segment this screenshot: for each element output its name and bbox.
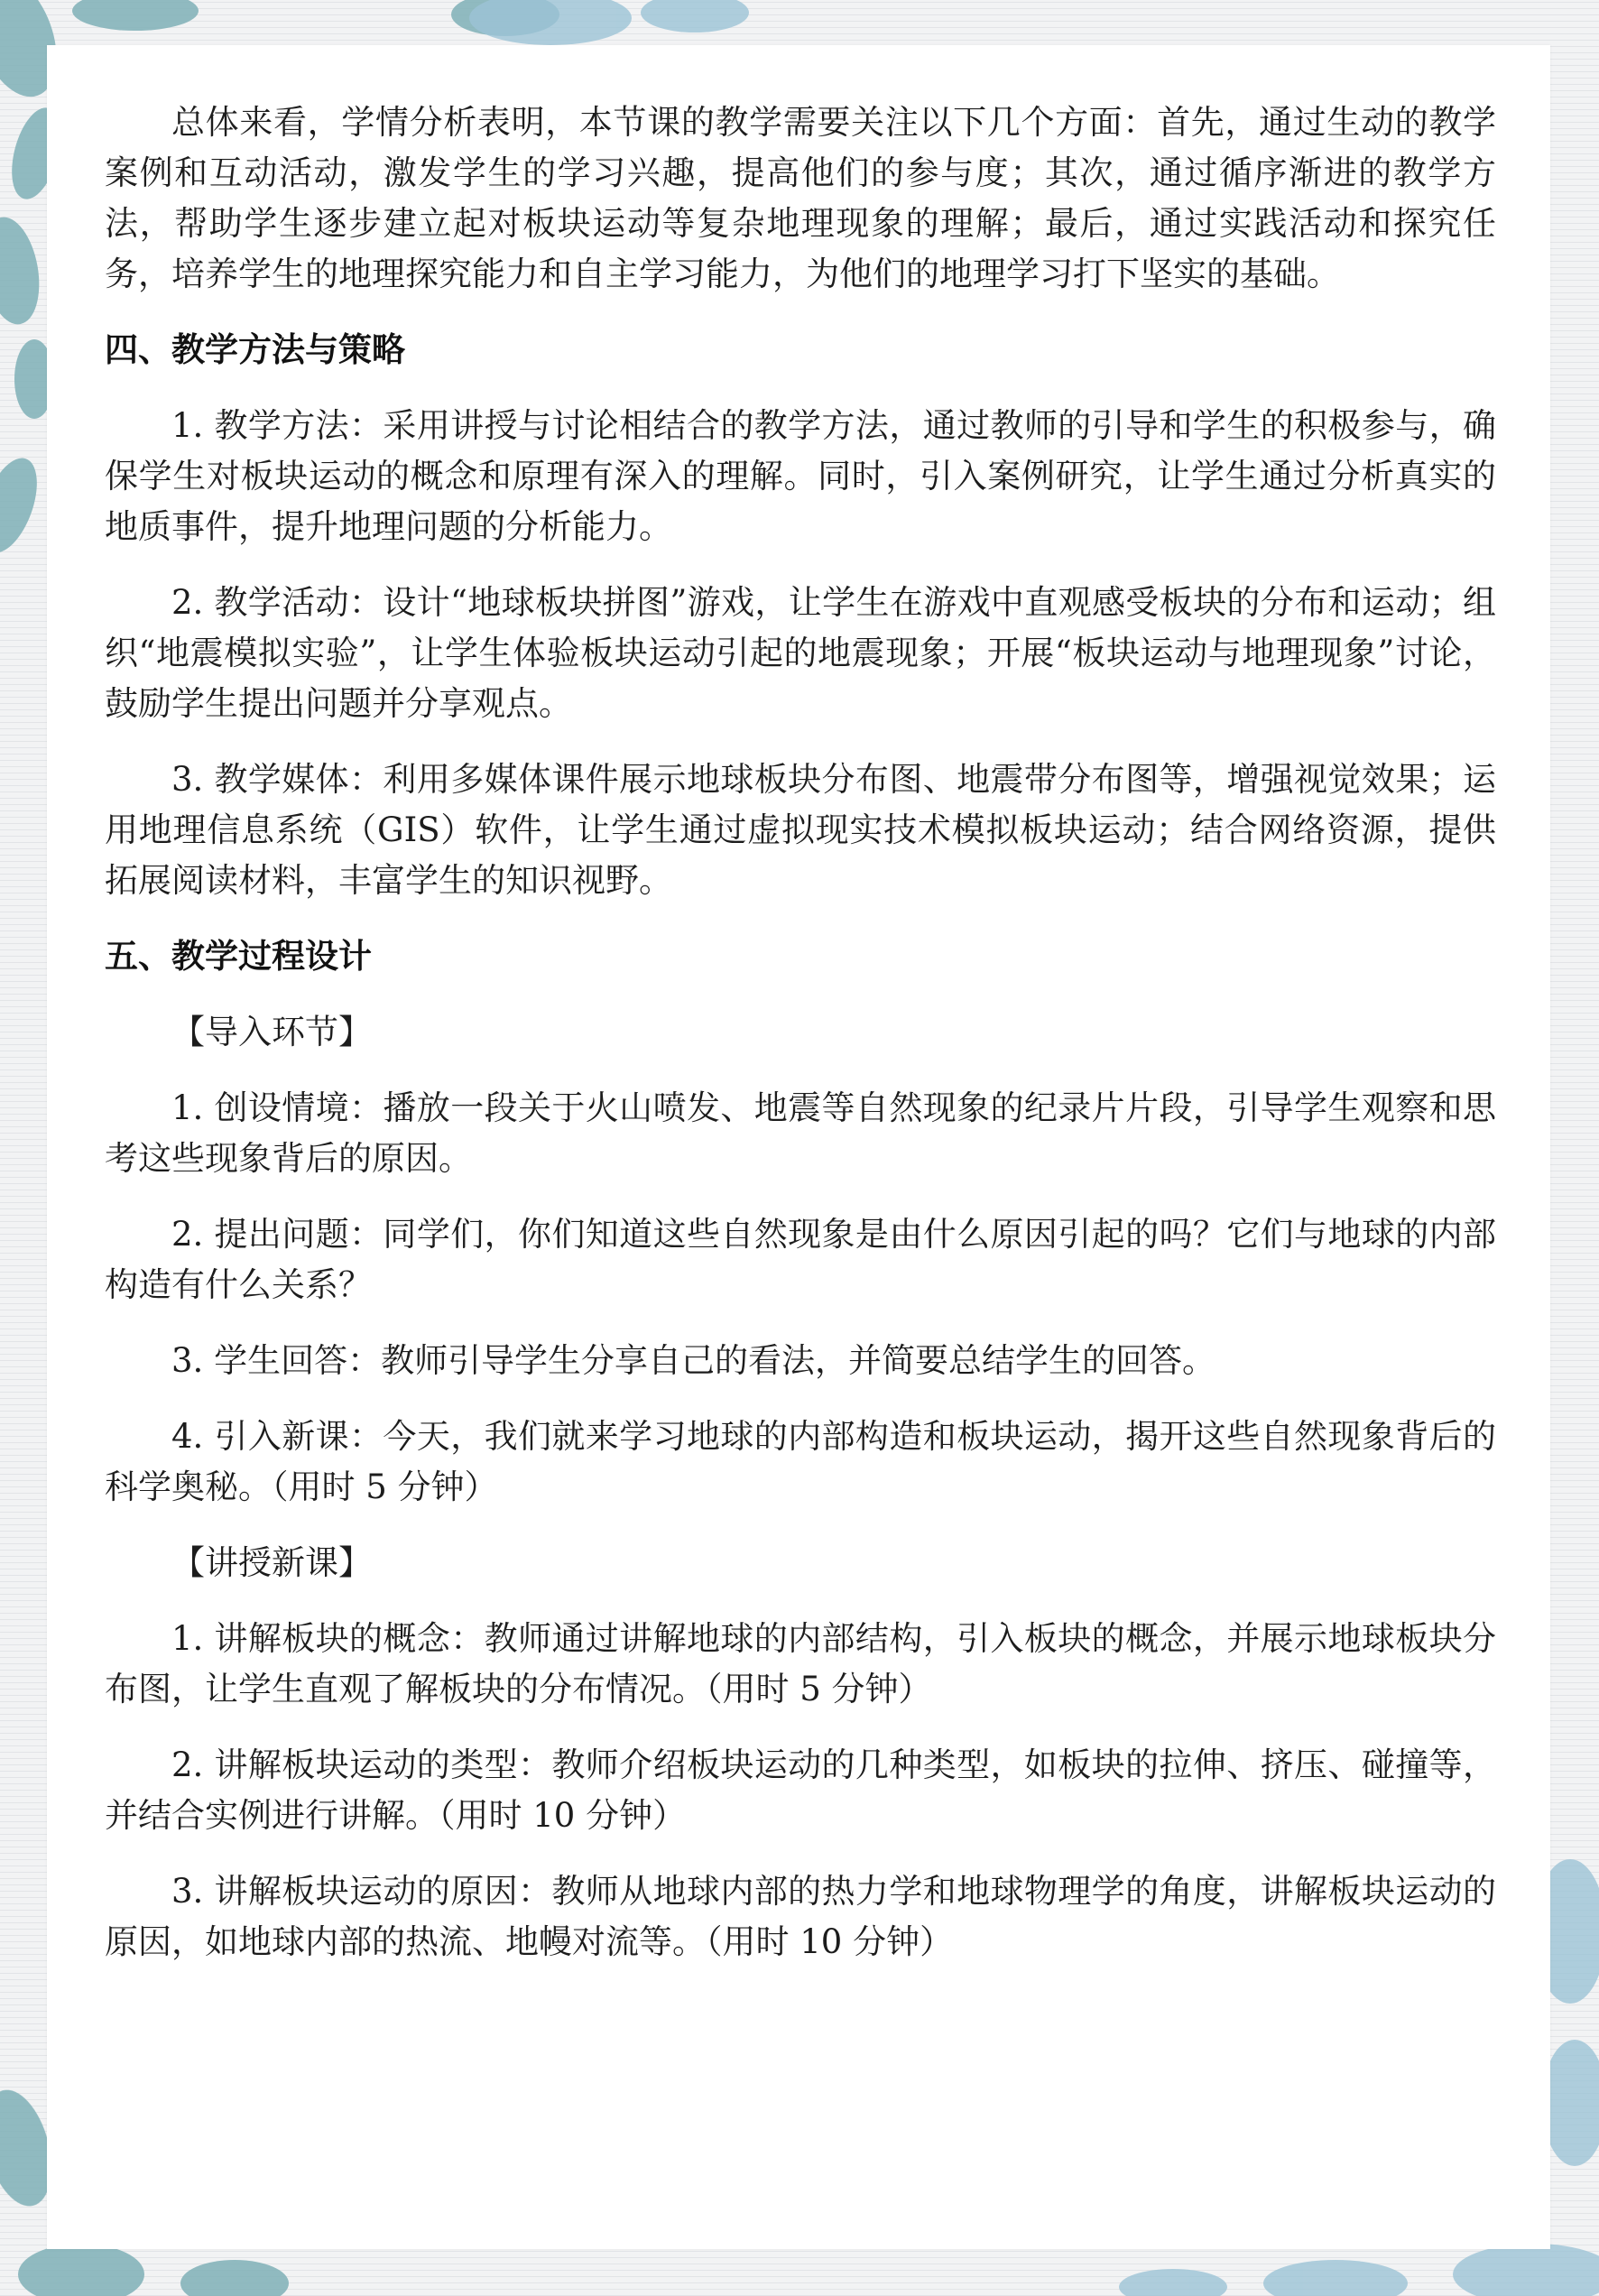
paragraph-intro-3: 3. 学生回答：教师引导学生分享自己的看法，并简要总结学生的回答。 [171,1341,1216,1380]
document-content [105,97,1496,1967]
paragraph-lesson-2: 2. 讲解板块运动的类型：教师介绍板块运动的几种类型，如板块的拉伸、挤压、碰撞等，并结合实例进行讲解。（用时 10 分钟） [105,1745,1496,1835]
paragraph-intro-2: 2. 提出问题：同学们，你们知道这些自然现象是由什么原因引起的吗？它们与地球的内部构造有什么关系？ [105,1215,1496,1304]
paragraph-method-1: 1. 教学方法：采用讲授与讨论相结合的教学方法，通过教师的引导和学生的积极参与，确保学生对板块运动的概念和原理有深入的理解。同时，引入案例研究，让学生通过分析真实的地质事件，提升地理问题的分析能力。 [105,406,1496,546]
paragraph-summary: 总体来看，学情分析表明，本节课的教学需要关注以下几个方面：首先，通过生动的教学案例和互动活动，激发学生的学习兴趣，提高他们的参与度；其次，通过循序渐进的教学方法，帮助学生逐步建立起对板块运动等复杂地理现象的理解；最后，通过实践活动和探究任务，培养学生的地理探究能力和自主学习能力，为他们的地理学习打下坚实的基础。 [105,103,1496,293]
paragraph-intro-1: 1. 创设情境：播放一段关于火山喷发、地震等自然现象的纪录片片段，引导学生观察和思考这些现象背后的原因。 [105,1088,1496,1178]
section-heading-process: 五、教学过程设计 [105,937,372,976]
subheading-introduction: 【导入环节】 [171,1013,372,1051]
document-page [47,45,1550,2249]
paragraph-intro-4: 4. 引入新课：今天，我们就来学习地球的内部构造和板块运动，揭开这些自然现象背后的科学奥秘。（用时 5 分钟） [105,1417,1496,1506]
paragraph-method-2: 2. 教学活动：设计“地球板块拼图”游戏，让学生在游戏中直观感受板块的分布和运动；组织“地震模拟实验”，让学生体验板块运动引起的地震现象；开展“板块运动与地理现象”讨论，鼓励学生提出问题并分享观点。 [105,583,1496,723]
section-heading-methods: 四、教学方法与策略 [105,330,405,369]
paragraph-lesson-1: 1. 讲解板块的概念：教师通过讲解地球的内部结构，引入板块的概念，并展示地球板块分布图，让学生直观了解板块的分布情况。（用时 5 分钟） [105,1619,1496,1708]
subheading-new-lesson: 【讲授新课】 [171,1543,372,1582]
paragraph-method-3: 3. 教学媒体：利用多媒体课件展示地球板块分布图、地震带分布图等，增强视觉效果；运用地理信息系统（GIS）软件，让学生通过虚拟现实技术模拟板块运动；结合网络资源，提供拓展阅读材料，丰富学生的知识视野。 [105,760,1496,900]
paragraph-lesson-3: 3. 讲解板块运动的原因：教师从地球内部的热力学和地球物理学的角度，讲解板块运动的原因，如地球内部的热流、地幔对流等。（用时 10 分钟） [105,1872,1496,1961]
